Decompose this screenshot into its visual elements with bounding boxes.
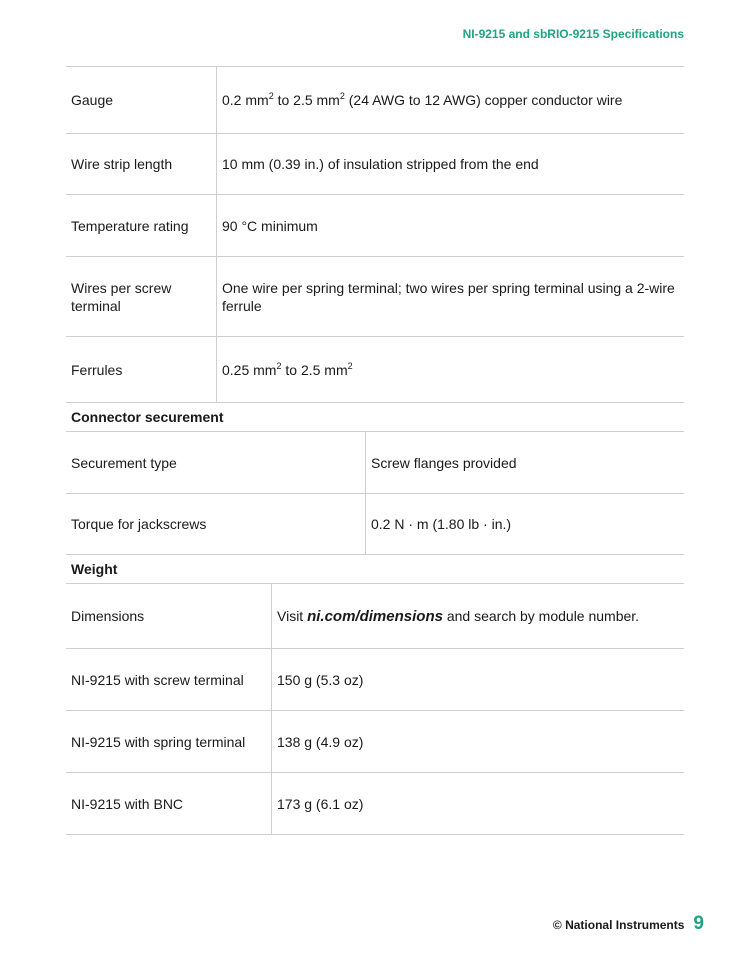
section-weight: [66, 555, 684, 584]
weight-label: NI-9215 with BNC: [71, 795, 184, 812]
weight-label: NI-9215 with screw terminal: [71, 671, 244, 688]
table-row-weight: [66, 773, 684, 834]
dimensions-value: [271, 584, 684, 648]
weight-value: 173 g (6.1 oz): [271, 773, 684, 834]
section-title: Connector securement: [71, 409, 224, 425]
temperature-label: Temperature rating: [71, 217, 189, 234]
section-title: Weight: [71, 561, 118, 577]
table-row-torque: [66, 494, 684, 555]
table-row-strip-length: [66, 134, 684, 195]
page-footer: [553, 913, 704, 935]
ferrules-value: [216, 337, 684, 402]
table-row-gauge: [66, 67, 684, 134]
table-row-dimensions: [66, 584, 684, 649]
gauge-label: Gauge: [71, 92, 114, 108]
ferrules-label: Ferrules: [71, 361, 123, 378]
weight-value: 138 g (4.9 oz): [271, 711, 684, 772]
page-number: 9: [693, 913, 704, 934]
ferrules-superscript: 2: [347, 360, 353, 371]
torque-label: Torque for jackscrews: [71, 516, 207, 532]
gauge-superscript: 2: [339, 91, 345, 101]
strip-length-value: 10 mm (0.39 in.) of insulation stripped from the end: [216, 134, 684, 194]
torque-value: 0.2 N · m (1.80 lb · in.): [365, 494, 684, 554]
securement-type-value: Screw flanges provided: [365, 432, 684, 493]
dimensions-text: Visit: [277, 607, 308, 624]
ferrules-value-part: to 2.5 mm: [281, 361, 348, 378]
gauge-value-part: (24 AWG to 12 AWG) copper conductor wire: [344, 92, 623, 108]
ferrules-value-part: 0.25 mm: [222, 361, 277, 378]
gauge-superscript: 2: [268, 91, 274, 101]
weight-value: 150 g (5.3 oz): [271, 649, 684, 710]
strip-length-label: Wire strip length: [71, 156, 173, 172]
section-connector-securement: [66, 403, 684, 432]
dimensions-label: Dimensions: [71, 608, 145, 624]
table-row-wires-per-terminal: [66, 257, 684, 337]
table-row-securement-type: [66, 432, 684, 494]
table-row-weight: [66, 649, 684, 711]
gauge-value-part: 0.2 mm: [222, 92, 269, 108]
footer-copyright: © National Instruments: [552, 918, 685, 932]
weight-label: NI-9215 with spring terminal: [71, 733, 246, 750]
temperature-value: 90 °C minimum: [216, 195, 684, 256]
ferrules-superscript: 2: [276, 360, 282, 371]
securement-type-label: Securement type: [71, 454, 177, 471]
table-row-weight: [66, 711, 684, 773]
table-row-temperature: [66, 195, 684, 257]
table-row-ferrules: [66, 337, 684, 403]
specifications-table: [66, 66, 684, 835]
dimensions-text: and search by module number.: [442, 607, 640, 624]
gauge-value-part: to 2.5 mm: [273, 92, 340, 108]
wires-per-terminal-value: One wire per spring terminal; two wires per spring terminal using a 2-wire ferrule: [216, 257, 684, 336]
dimensions-link[interactable]: ni.com/dimensions: [307, 607, 443, 625]
wires-per-terminal-label: Wires per screw terminal: [71, 279, 172, 314]
document-header-title: NI-9215 and sbRIO-9215 Specifications: [462, 27, 684, 41]
gauge-value: [216, 67, 684, 133]
